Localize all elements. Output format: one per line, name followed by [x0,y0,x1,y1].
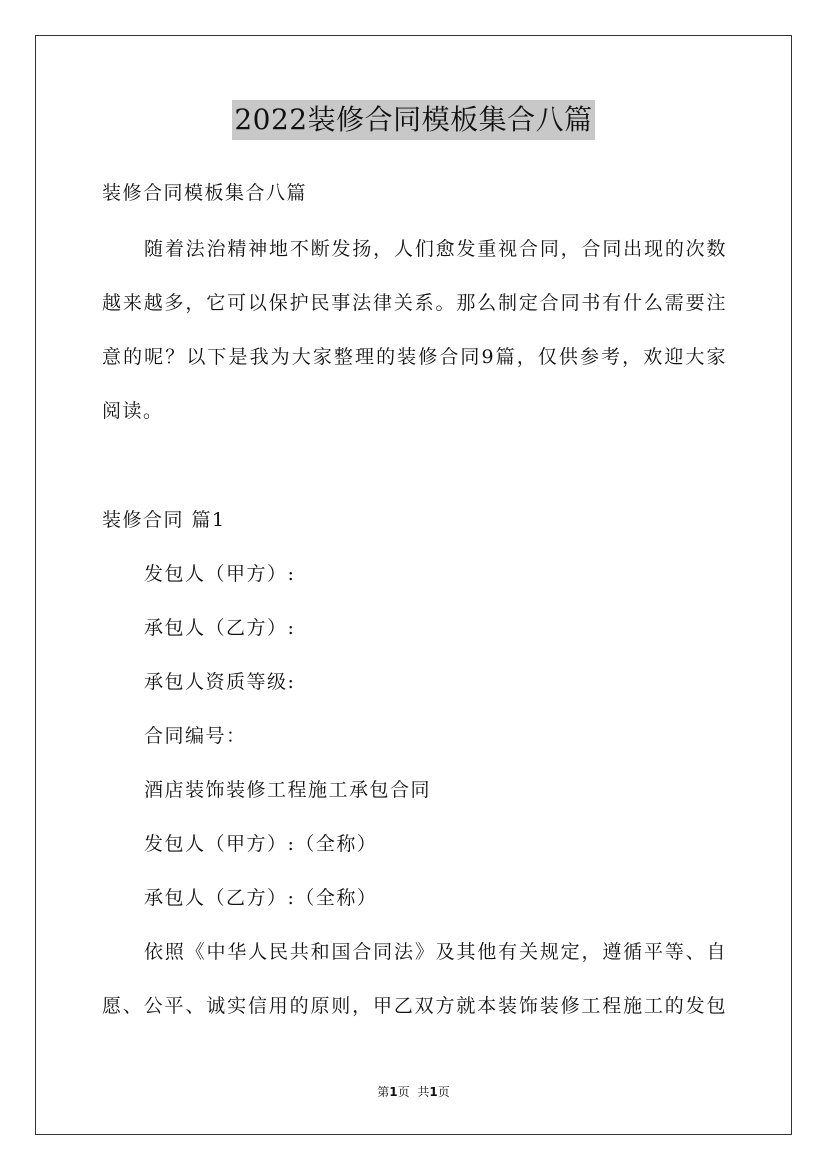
page-footer [0,1083,827,1101]
contract-name: 酒店装饰装修工程施工承包合同 [144,779,432,801]
footer-page-suffix: 页 [397,1085,410,1099]
field-party-b: 承包人（乙方）: [144,617,296,639]
footer-total-pages: 1 [429,1085,438,1099]
document-title: 2022装修合同模板集合八篇 [232,100,594,140]
intro-line-2: 越来越多，它可以保护民事法律关系。那么制定合同书有什么需要注 [102,292,727,314]
field-contract-number: 合同编号： [144,725,247,747]
field-qualification: 承包人资质等级: [144,671,296,693]
footer-total-suffix: 页 [437,1085,450,1099]
intro-line-3: 意的呢？以下是我为大家整理的装修合同9篇，仅供参考，欢迎大家 [102,346,727,368]
footer-total-prefix: 共 [417,1085,430,1099]
title-container [0,100,827,140]
party-b-fullname: 承包人（乙方）:（全称） [144,887,378,909]
section-heading: 装修合同 篇1 [102,509,226,531]
intro-line-4: 阅读。 [102,400,164,422]
body-line-2: 愿、公平、诚实信用的原则，甲乙双方就本装饰装修工程施工的发包 [102,995,727,1017]
field-party-a: 发包人（甲方）: [144,563,296,585]
document-subtitle: 装修合同模板集合八篇 [102,182,308,204]
footer-page-current: 1 [389,1085,398,1099]
party-a-fullname: 发包人（甲方）:（全称） [144,833,378,855]
footer-page-prefix: 第 [377,1085,390,1099]
intro-line-1: 随着法治精神地不断发扬，人们愈发重视合同，合同出现的次数 [144,238,727,260]
body-line-1: 依照《中华人民共和国合同法》及其他有关规定，遵循平等、自 [144,941,727,963]
